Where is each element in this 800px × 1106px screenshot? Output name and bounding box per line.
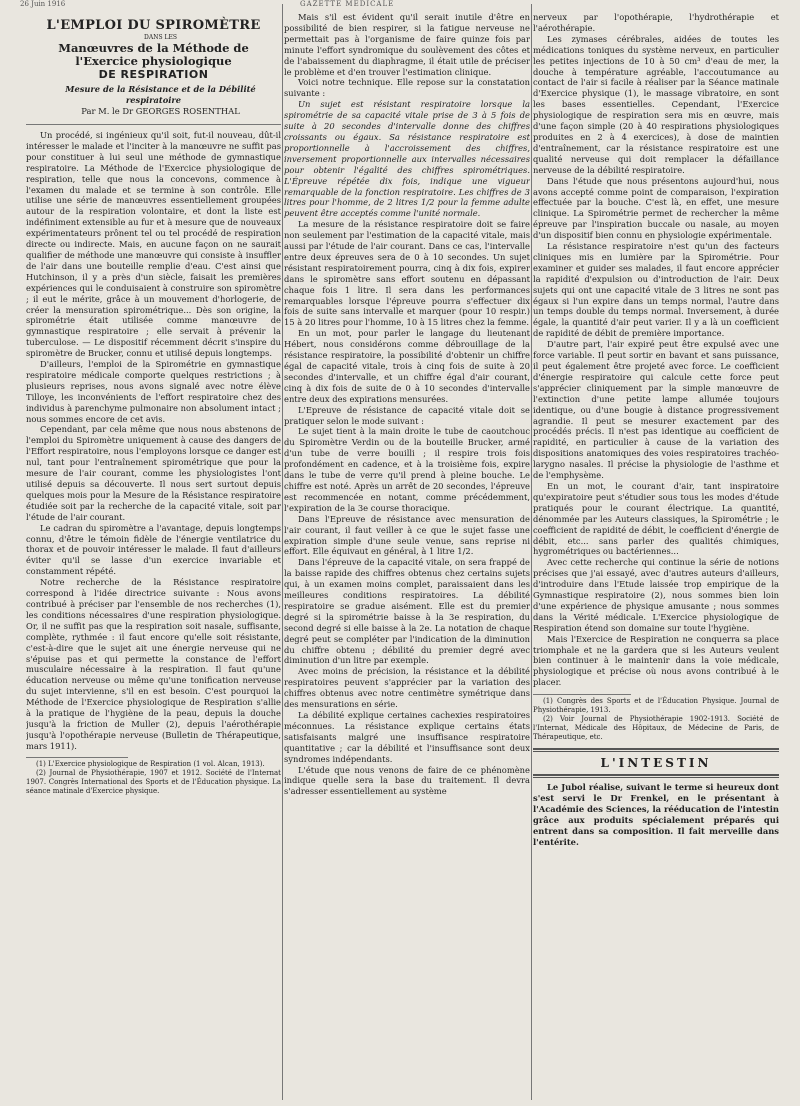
article-title: L'EMPLOI DU SPIROMÈTRE <box>46 18 261 33</box>
paragraph: Notre recherche de la Résistance respiratoire correspond à l'idée directrice suivante : Nous avons contribué à préciser par l'ensemble de nos recherches (1), les conditions nécessaires d'une respiration physiologique. Or, il ne suffit pas que la respiration soit nasale, suffisante, complète, rythmée : il faut encore qu'elle soit résistante, c'est-à-dire que le sujet ait une énergie nerveuse qui ne s'épuise pas et qui permette la constance de l'effort musculaire nécessaire à la respiration. Il faut qu'une éducation nerveuse ou même qu'une tonification nerveuse du sujet intervienne, s'il en est besoin. C'est pourquoi la Méthode de l'Exercice physiologique de Respiration s'allie à la pratique de l'hygiène de la peau, depuis la douche jusqu'à la friction de Muller (2), depuis l'aérothérapie jusqu'à l'opothérapie nerveuse (Bulletin de Thérapeutique, mars 1911). <box>26 577 281 751</box>
footnote: (1) L'Exercice physiologique de Respiration (1 vol. Alcan, 1913). <box>36 759 265 768</box>
paragraph: La débilité explique certaines cachexies respiratoires méconnues. La résistance explique certains états satisfaisants malgré une insuffisance respiratoire quantitative ; car la débilité et l'insuffisance sont deux syndromes indépendants. <box>284 710 530 764</box>
article-subtitle: Manœuvres de la Méthode de l'Exercice physiologique <box>58 41 249 68</box>
paragraph: Mais l'Exercice de Respiration ne conquerra sa place triomphale et ne la gardera que si les Auteurs veulent bien continuer à le maintenir dans la voie médicale, physiologique et précise où nous avons contribué à le placer. <box>533 633 779 688</box>
article-author: Par M. le Dr GEORGES ROSENTHAL <box>81 106 240 116</box>
paragraph: En un mot, pour parler le langage du lieutenant Hébert, nous considérons comme débrouillage de la résistance respiratoire, la possibilité d'obtenir un chiffre égal de capacité vitale, trois à cinq fois de suite à 20 secondes d'intervalle, et un chiffre égal d'air courant, cinq à dix fois de suite de 0 à 10 secondes d'intervalle entre deux des expirations mensurées. <box>284 328 530 404</box>
footnote: (2) Journal de Physiothérapie, 1907 et 1912. Société de l'Internat 1907. Congrès International des Sports et de l'Éducation physique. La séance matinale d'Exercice physique. <box>26 768 281 795</box>
paragraph: Avec moins de précision, la résistance et la débilité respiratoires peuvent s'apprécier par la variation des chiffres obtenus avec notre centimètre symétrique dans des mensurations en série. <box>284 666 530 710</box>
paragraph: Dans l'Epreuve de résistance avec mensuration de l'air courant, il faut veiller à ce que le sujet fasse une expiration simple d'une seule venue, sans reprise ni effort. Elle équivaut en général, à 1 litre 1/2. <box>284 513 530 557</box>
footnotes <box>533 697 779 742</box>
column-1 <box>26 12 281 1102</box>
paragraph: Un sujet est résistant respiratoire lorsque la spirométrie de sa capacité vitale prise de 3 à 5 fois de suite à 20 secondes d'intervalle donne des chiffres croissants ou égaux. Sa résistance respiratoire est proportionnelle à l'accroissement des chiffres, inversement proportionnelle aux intervalles nécessaires pour obtenir l'égalité des chiffres spirométriques. L'Épreuve répétée dix fois, indique une vigueur remarquable de la fonction respiratoire. Les chiffres de 3 litres pour l'homme, de 2 litres 1/2 pour la femme adulte peuvent être acceptés comme l'unité normale. <box>284 99 530 219</box>
paragraph: Voici notre technique. Elle repose sur la constatation suivante : <box>284 77 530 99</box>
article-dans: DANS LES <box>144 34 177 41</box>
header-journal: GAZETTE MEDICALE <box>300 0 395 8</box>
paragraph: Avec cette recherche qui continue la série de notions précises que j'ai essayé, avec d'autres auteurs d'ailleurs, d'introduire dans l'Etude laissée trop empirique de la Gymnastique respiratoire (2), nous sommes bien loin d'une expérience de physique amusante ; nous sommes dans la Vérité médicale. L'Exercice physiologique de Respiration étend son domaine sur toute l'hygiène. <box>533 557 779 633</box>
paragraph: Les zymases cérébrales, aidées de toutes les médications toniques du système nerveux, en particulier les petites injections de 10 à 50 cm³ d'eau de mer, la douche à température agréable, l'accoutumance au contact de l'air si facile à réaliser par la Séance matinale d'Exercice physique (1), le massage vibratoire, en sont les bases essentielles. Cependant, l'Exercice physiologique de respiration sera mis en œuvre, mais d'une façon simple (20 à 40 respirations physiologiques produites en 2 à 4 exercices), à dose de maintien d'entraînement, car la résistance respiratoire est une qualité nerveuse qui doit remplacer la défaillance nerveuse de la débilité respiratoire. <box>533 33 779 175</box>
paragraph: L'étude que nous venons de faire de ce phénomène indique quelle sera la base du traitement. Il devra s'adresser essentiellement au système <box>284 764 530 797</box>
section-divider <box>533 748 779 752</box>
footnote-divider <box>26 757 128 758</box>
paragraph: Dans l'épreuve de la capacité vitale, on sera frappé de la baisse rapide des chiffres obtenus chez certains sujets qui, à un examen moins complet, paraissaient dans les meilleures conditions respiratoires. La débilité respiratoire se gradue aisément. Elle est du premier degré si la spirométrie baisse à la 3e respiration, du second degré si elle baisse à la 2e. La notation de chaque degré peut se compléter par l'indication de la diminution du chiffre obtenu ; débilité du premier degré avec diminution d'un litre par exemple. <box>284 557 530 666</box>
paragraph: Un procédé, si ingénieux qu'il soit, fut-il nouveau, dût-il intéresser le malade et l'inciter à la manœuvre ne suffit pas pour constituer à lui seul une méthode de gymnastique respiratoire. La Méthode de l'Exercice physiologique de respiration, telle que nous la concevons, commence à l'examen du malade et se termine à son contrôle. Elle utilise une série de manœuvres essentiellement groupées autour de la respiration volontaire, et dont la liste est indéfiniment extensible au fur et à mesure que de nouveaux expérimentateurs prônent tel ou tel procédé de respiration directe ou indirecte. Mais, en aucune façon on ne saurait qualifier de méthode une manœuvre qui consiste à insuffler de l'air dans une bouteille remplie d'eau. C'est ainsi que Hutchinson, il y a près d'un siècle, faisait les premières expériences qui le conduisaient à construire son spiromètre ; il eut le mérite, grâce à un mouvement d'horlogerie, de créer la mensuration spirométrique... Dès son origine, la spirométrie était utilisée comme manœuvre de gymnastique respiratoire ; elle servait à prévenir la tuberculose. — Le dispositif récemment décrit s'inspire du spiromètre de Brucker, connu et utilisé depuis longtemps. <box>26 130 281 359</box>
column-rule <box>531 4 532 1100</box>
column-3 <box>533 12 779 1102</box>
column-2 <box>284 12 530 1102</box>
paragraph: D'ailleurs, l'emploi de la Spirométrie en gymnastique respiratoire médicale comporte quelques restrictions ; à plusieurs reprises, nous avons signalé avec notre élève Tilloye, les inconvénients de l'effort respiratoire chez des individus à parenchyme pulmonaire non absolument intact ; nous sommes encore de cet avis. <box>26 359 281 424</box>
paragraph: nerveux par l'opothérapie, l'hydrothérapie et l'aérothérapie. <box>533 12 779 33</box>
article-measure: Mesure de la Résistance et de la Débilité respiratoire <box>65 84 256 105</box>
paragraph: D'autre part, l'air expiré peut être expulsé avec une force variable. Il peut sortir en bavant et sans puissance, il peut également être projeté avec force. Le coefficient d'énergie respiratoire qui calcule cette force peut s'apprécier cliniquement par la simple manœuvre de l'extinction d'une petite lampe allumée toujours identique, ou d'une bougie à distance progressivement agrandie. Il peut se mesurer exactement par des procédés précis. Il n'est pas identique au coefficient de rapidité, en particulier à cause de la variation des dispositions anatomiques des voies respiratoires trachéo-larygno nasales. Il précise la physiologie de l'asthme et de l'emphysème. <box>533 339 779 481</box>
paragraph: La mesure de la résistance respiratoire doit se faire non seulement par l'estimation de la capacité vitale, mais aussi par l'étude de l'air courant. Dans ce cas, l'intervalle entre deux épreuves sera de 0 à 10 secondes. Un sujet résistant respiratoirement pourra, cinq à dix fois, expirer dans le spiromètre sans effort soutenu en dépassant chaque fois 1 litre. Il sera dans les performances remarquables lorsque l'épreuve pourra s'effectuer dix fois de suite sans intervalle et marquer (pour 10 respir.) 15 à 20 litres pour l'homme, 10 à 15 litres chez la femme. <box>284 219 530 328</box>
section-divider <box>533 774 779 778</box>
footnote: (1) Congrès des Sports et de l'Éducation Physique. Journal de Physiothérapie, 1913. <box>533 697 779 715</box>
paragraph: L'Epreuve de résistance de capacité vitale doit se pratiquer selon le mode suivant : <box>284 404 530 426</box>
paragraph: Mais s'il est évident qu'il serait inutile d'être en possibilité de bien respirer, si la fatigue nerveuse ne permettait pas à l'organisme de faire quinze fois par minute l'effort syndromique du soulèvement des côtes et de l'abaissement du diaphragme, il était utile de préciser le problème et d'en trouver l'estimation clinique. <box>284 12 530 77</box>
footnotes <box>26 760 281 796</box>
intestin-text: Le Jubol réalise, suivant le terme si heureux dont s'est servi le Dr Frenkel, en le présentant à l'Académie des Sciences, la rééducation de l'intestin grâce aux produits spécialement préparés qui entrent dans sa composition. Il fait merveille dans l'entérite. <box>533 782 779 847</box>
footnote: (2) Voir Journal de Physiothérapie 1902-1913. Société de l'Internat, Médicale des Hôpitaux, de Médecine de Paris, de Thérapeutique, etc. <box>533 715 779 742</box>
paragraph: La résistance respiratoire n'est qu'un des facteurs cliniques mis en lumière par la Spirométrie. Pour examiner et guider ses malades, il faut encore apprécier la rapidité d'expulsion ou d'introduction de l'air. Deux sujets qui ont une capacité vitale de 3 litres ne sont pas égaux si l'un expire dans un temps normal, l'autre dans un temps double du temps normal. Inversement, à durée égale, la quantité d'air peut varier. Il y a là un coefficient de rapidité de débit de première importance. <box>533 241 779 339</box>
column-rule <box>282 4 283 1100</box>
paragraph: Le cadran du spiromètre a l'avantage, depuis longtemps connu, d'être le témoin fidèle de l'énergie ventilatrice du thorax et de pouvoir intéresser le malade. Il faut d'ailleurs éviter qu'il se lasse d'un exercice invariable et constamment répété. <box>26 522 281 577</box>
header-date: 26 Juin 1916 <box>20 0 66 8</box>
paragraph: Dans l'étude que nous présentons aujourd'hui, nous avons accepté comme point de comparaison, l'expiration effectuée par la bouche. C'est là, en effet, une mesure clinique. La Spirométrie permet de rechercher la même épreuve par l'inspiration buccale ou nasale, au moyen d'un dispositif bien connu en physiologie expérimentale. <box>533 175 779 241</box>
paragraph: Cependant, par cela même que nous nous abstenons de l'emploi du Spiromètre uniquement à cause des dangers de l'Effort respiratoire, nous l'employons lorsque ce danger est nul, tant pour l'entraînement spirométrique que pour la mesure de l'air courant, comme les physiologistes l'ont utilisé depuis sa découverte. Il nous sert surtout depuis quelques mois pour la Mesure de la Résistance respiratoire étudiée soit par la recherche de la capacité vitale, soit par l'étude de l'air courant. <box>26 424 281 522</box>
article-subtitle-2: DE RESPIRATION <box>98 68 209 81</box>
page-header <box>0 0 800 8</box>
divider <box>26 124 281 125</box>
intestin-title: L'INTESTIN <box>600 756 712 771</box>
footnote-divider <box>533 694 631 695</box>
paragraph: En un mot, le courant d'air, tant inspiratoire qu'expiratoire peut s'étudier sous tous les modes d'étude pratiqués pour le courant électrique. La quantité, dénommée par les Auteurs classiques, la Spirométrie ; le coefficient de rapidité de débit, le coefficient d'énergie de débit, etc... sans parler des qualités chimiques, hygrométriques ou bactériennes... <box>533 480 779 557</box>
paragraph: Le sujet tient à la main droite le tube de caoutchouc du Spiromètre Verdin ou de la bouteille Brucker, armé d'un tube de verre bouilli ; il respire trois fois profondément en cadence, et à la troisième fois, expire dans le tube de verre qu'il prend à pleine bouche. Le chiffre est noté. Après un arrêt de 20 secondes, l'épreuve est recommencée en notant, comme précédemment, l'expiration de la 3e course thoracique. <box>284 426 530 513</box>
